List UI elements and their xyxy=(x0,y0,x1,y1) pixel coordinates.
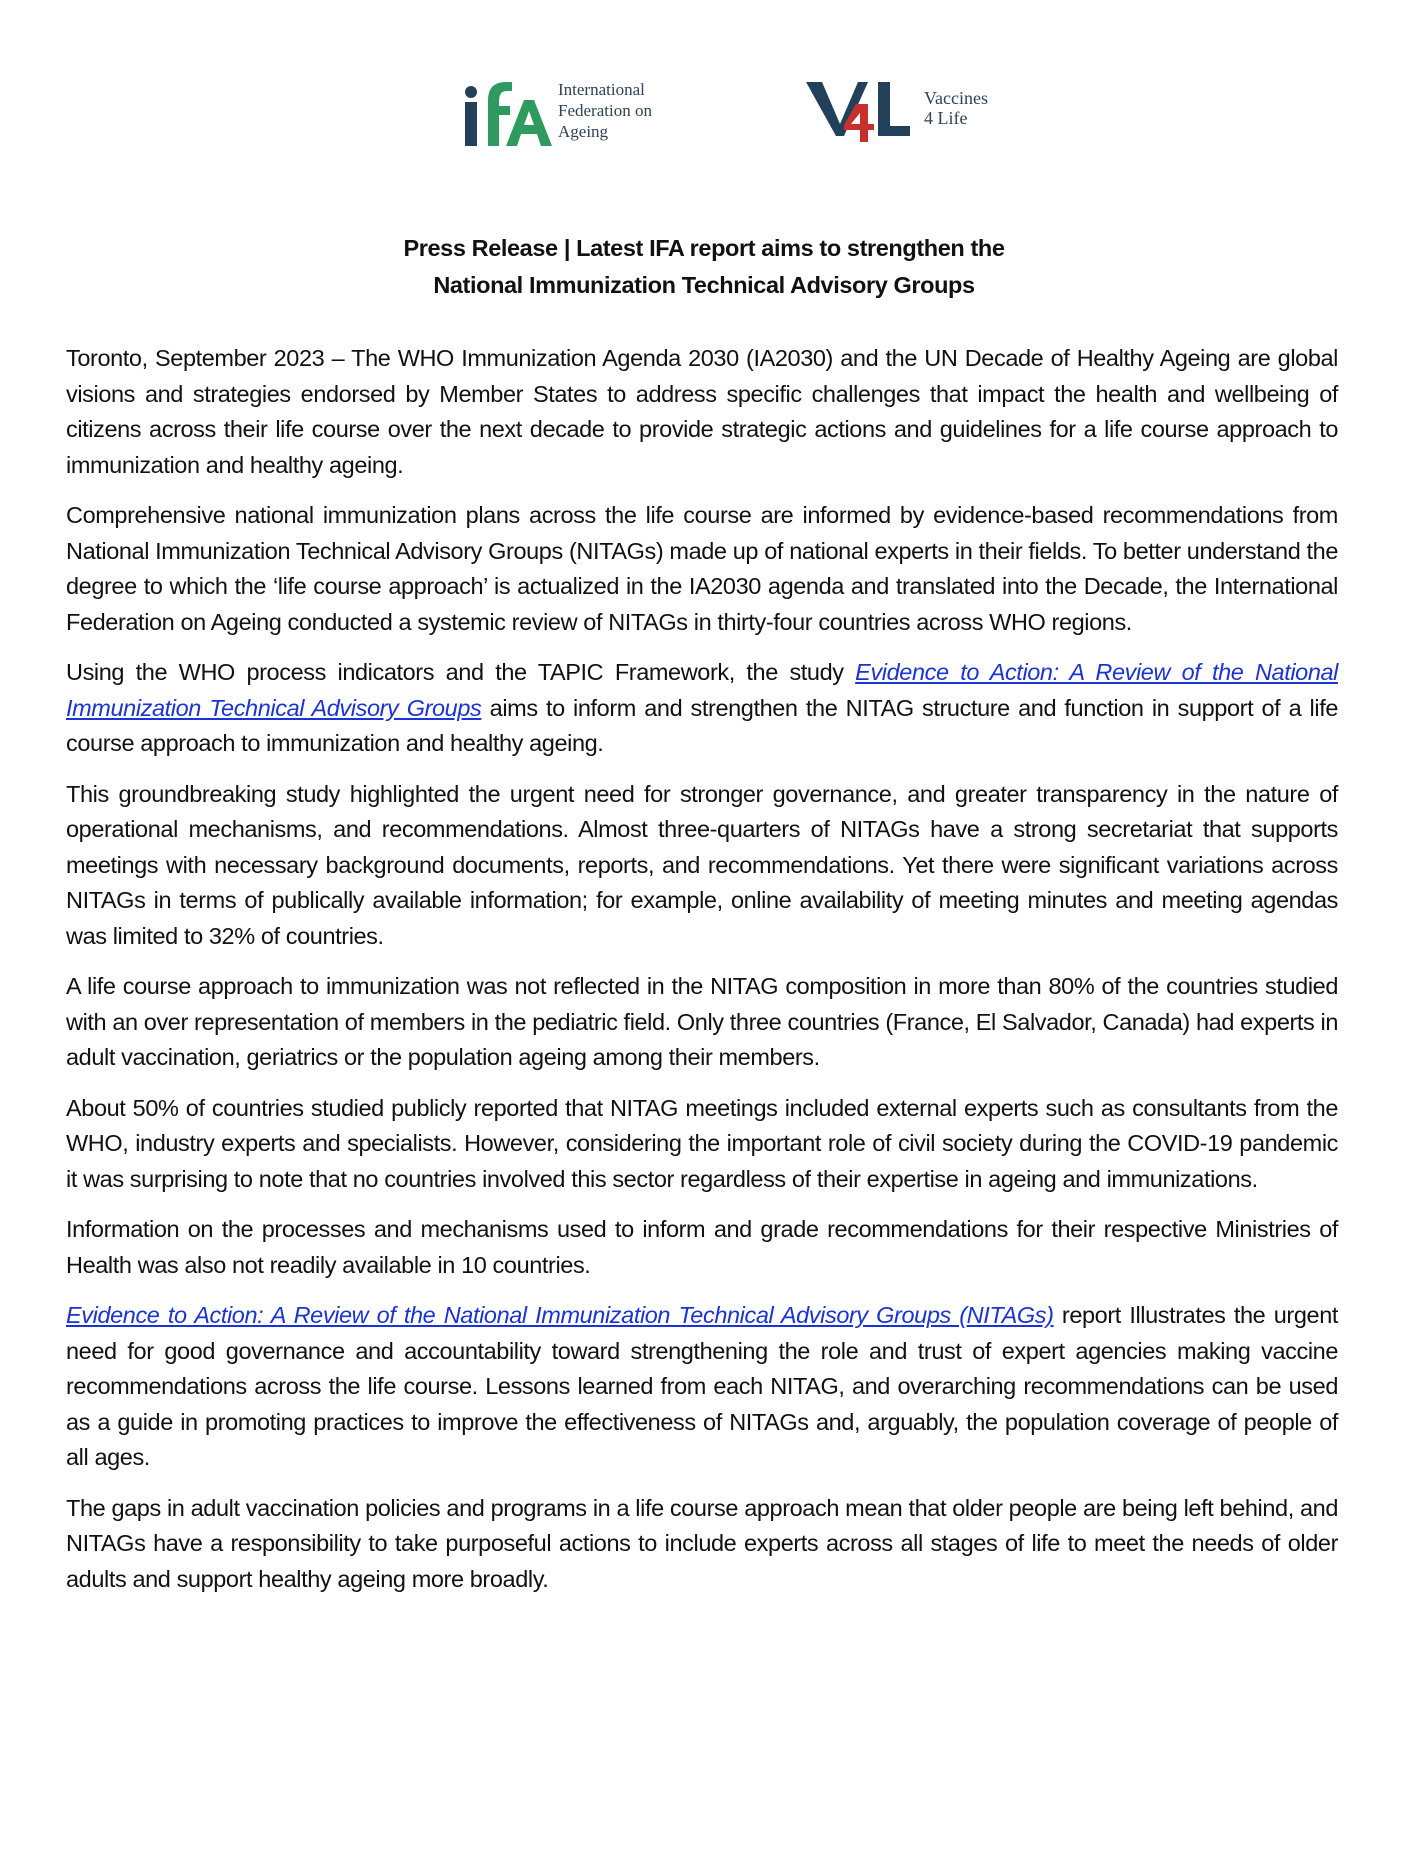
title-line-2: National Immunization Technical Advisory Groups xyxy=(433,272,975,298)
logo-header xyxy=(0,78,1408,148)
paragraph-intro: Toronto, September 2023 – The WHO Immunization Agenda 2030 (IA2030) and the UN Decade of Healthy Ageing are global visions and strategies endorsed by Member States to address specific challenges that impact the health and wellbeing of citizens across their life course over the next decade to provide strategic actions and guidelines for a life course approach to immunization and healthy ageing. xyxy=(66,345,1338,478)
paragraph-nitag-plans: Comprehensive national immunization plans across the life course are informed by evidence-based recommendations from National Immunization Technical Advisory Groups (NITAGs) made up of national experts in their fields. To better understand the degree to which the ‘life course approach’ is actualized in the IA2030 agenda and translated into the Decade, the International Federation on Ageing conducted a systemic review of NITAGs in thirty-four countries across WHO regions. xyxy=(66,502,1338,635)
report-link[interactable]: Evidence to Action: A Review of the National Immunization Technical Advisory Groups xyxy=(66,659,1338,721)
paragraph-report xyxy=(66,1298,1338,1476)
report-link[interactable]: Evidence to Action: A Review of the National Immunization Technical Advisory Groups (NITAGs) xyxy=(66,1302,1054,1328)
paragraph-processes: Information on the processes and mechanisms used to inform and grade recommendations for their respective Ministries of Health was also not readily available in 10 countries. xyxy=(66,1216,1338,1278)
ifa-logo-line: International xyxy=(558,80,645,99)
v4l-logo-line: Vaccines xyxy=(924,88,988,108)
paragraph-composition: A life course approach to immunization was not reflected in the NITAG composition in more than 80% of the countries studied with an over representation of members in the pediatric field. Only three countries (France, El Salvador, Canada) had experts in adult vaccination, geriatrics or the population ageing among their members. xyxy=(66,973,1339,1070)
ifa-logo-mark xyxy=(462,78,554,148)
paragraph-text: aims to inform and strengthen the NITAG structure and function in support of a life course approach to immunization and healthy ageing. xyxy=(66,694,1338,756)
title-line-1: Press Release | Latest IFA report aims to strengthen the xyxy=(403,235,1005,261)
paragraph-text: report Illustrates the urgent need for good governance and accountability toward strengthening the role and trust of expert agencies making vaccine recommendations across the life course. Lessons learned from each NITAG, and overarching recommendations can be used as a guide in promoting practices to improve the effectiveness of NITAGs and, arguably, the population coverage of people of all ages. xyxy=(66,1302,1338,1470)
v4l-logo xyxy=(806,78,1006,148)
ifa-logo-wordmark xyxy=(558,79,652,142)
paragraph-text: Using the WHO process indicators and the TAPIC Framework, the study xyxy=(66,659,856,685)
v4l-logo-wordmark xyxy=(924,88,988,128)
paragraph-external-experts: About 50% of countries studied publicly reported that NITAG meetings included external experts such as consultants from the WHO, industry experts and specialists. However, considering the important role of civil society during the COVID-19 pandemic it was surprising to note that no countries involved this sector regardless of their expertise in ageing and immunizations. xyxy=(66,1094,1338,1192)
paragraph-governance: This groundbreaking study highlighted the urgent need for stronger governance, and greater transparency in the nature of operational mechanisms, and recommendations. Almost three-quarters of NITAGs have a strong secretariat that supports meetings with necessary background documents, reports, and recommendations. Yet there were significant variations across NITAGs in terms of publically available information; for example, online availability of meeting minutes and meeting agendas was limited to 32% of countries. xyxy=(66,780,1338,949)
v4l-logo-mark xyxy=(806,78,916,148)
ifa-logo xyxy=(462,78,672,148)
v4l-logo-line: 4 Life xyxy=(924,108,968,128)
press-release-title xyxy=(0,230,1408,304)
paragraph-conclusion: The gaps in adult vaccination policies and programs in a life course approach mean that older people are being left behind, and NITAGs have a responsibility to take purposeful actions to include experts across all stages of life to meet the needs of older adults and support healthy ageing more broadly. xyxy=(66,1494,1338,1592)
press-release-body xyxy=(66,341,1338,1612)
ifa-logo-line: Ageing xyxy=(558,122,609,141)
paragraph-study xyxy=(66,655,1338,762)
ifa-logo-line: Federation on xyxy=(558,101,652,120)
